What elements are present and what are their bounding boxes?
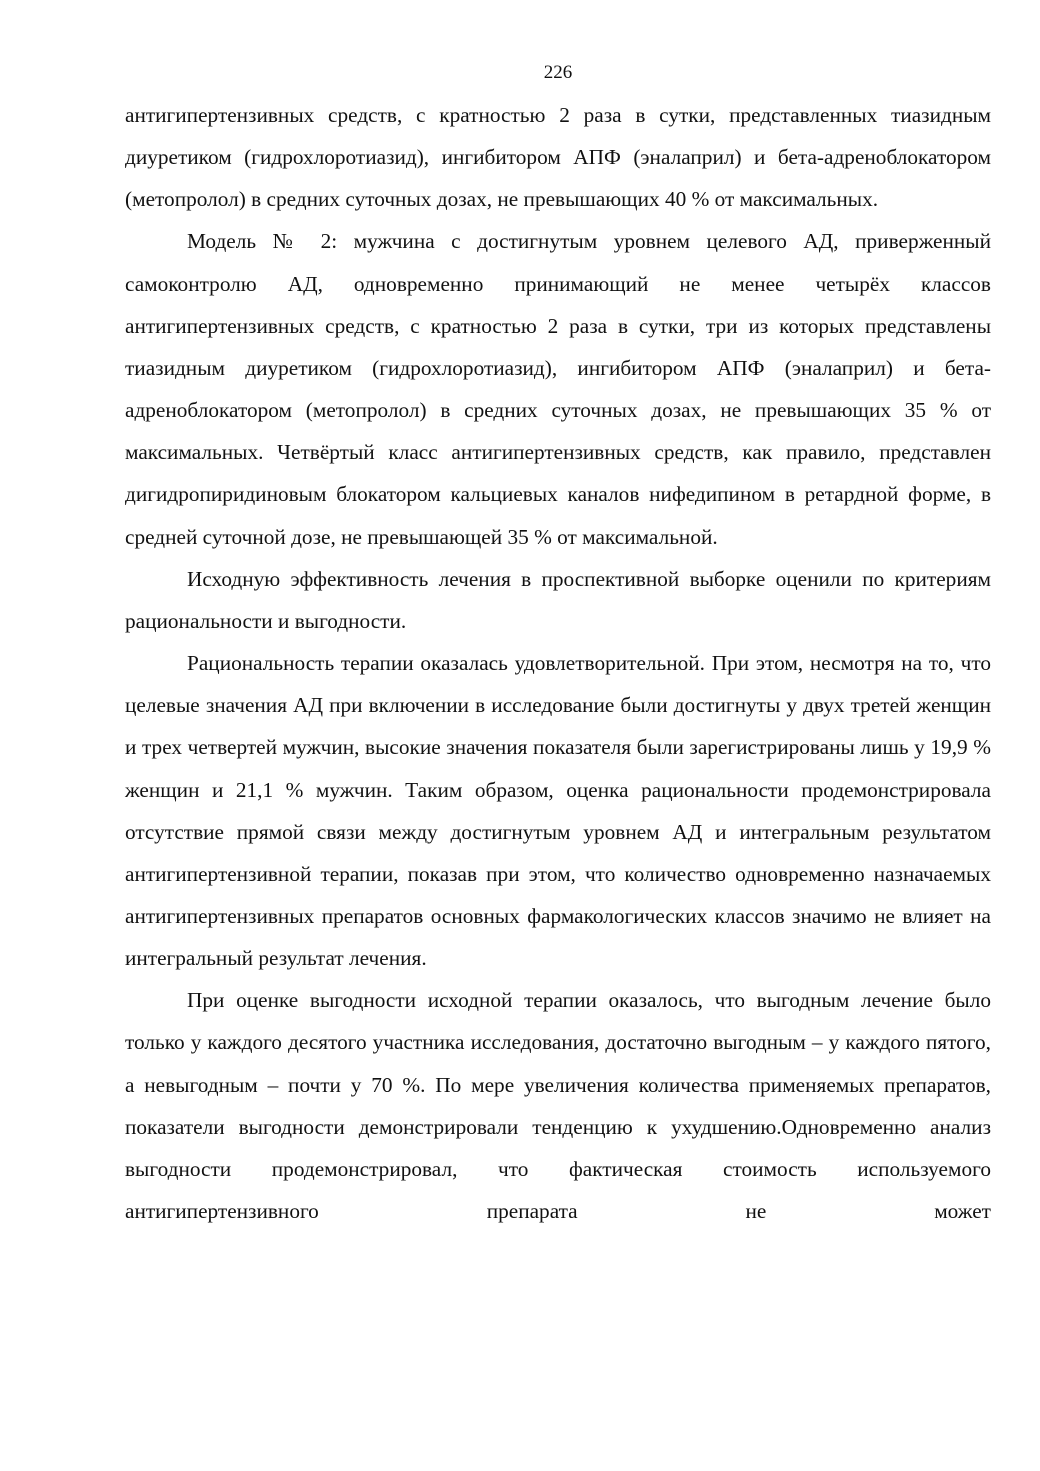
paragraph-benefit: При оценке выгодности исходной терапии оказалось, что выгодным лечение было только у каждого десятого участника исследования, достаточно выгодным – у каждого пятого, а невыгодным – почти у 70 %. По мере увеличения количества применяемых препаратов, показатели выгодности демонстрировали тенденцию к ухудшению.Одновременно анализ выгодности продемонстрировал, что фактическая стоимость используемого антигипертензивного препарата не может bbox=[125, 988, 991, 1224]
paragraph-model-2: Модель № 2: мужчина с достигнутым уровнем целевого АД, приверженный самоконтролю АД, одновременно принимающий не менее четырёх классов антигипертензивных средств, с кратностью 2 раза в сутки, три из которых представлены тиазидным диуретиком (гидрохлоротиазид), ингибитором АПФ (эналаприл) и бета-адреноблокатором (метопролол) в средних суточных дозах, не превышающих 35 % от максимальных. Четвёртый класс антигипертензивных средств, как правило, представлен дигидропиридиновым блокатором кальциевых каналов нифедипином в ретардной форме, в средней суточной дозе, не превышающей 35 % от максимальной. bbox=[125, 229, 991, 549]
paragraph-continuation: антигипертензивных средств, с кратностью 2 раза в сутки, представленных тиазидным диуретиком (гидрохлоротиазид), ингибитором АПФ (эналаприл) и бета-адреноблокатором (метопролол) в средних суточных дозах, не превышающих 40 % от максимальных. bbox=[125, 103, 991, 212]
page-number: 226 bbox=[543, 62, 573, 83]
paragraph-initial-efficiency: Исходную эффективность лечения в проспективной выборке оценили по критериям рациональности и выгодности. bbox=[125, 566, 991, 633]
body-text bbox=[125, 94, 991, 1232]
paragraph-rationality: Рациональность терапии оказалась удовлетворительной. При этом, несмотря на то, что целевые значения АД при включении в исследование были достигнуты у двух третей женщин и трех четвертей мужчин, высокие значения показателя были зарегистрированы лишь у 19,9 % женщин и 21,1 % мужчин. Таким образом, оценка рациональности продемонстрировала отсутствие прямой связи между достигнутым уровнем АД и интегральным результатом антигипертензивной терапии, показав при этом, что количество одновременно назначаемых антигипертензивных препаратов основных фармакологических классов значимо не влияет на интегральный результат лечения. bbox=[125, 651, 991, 971]
